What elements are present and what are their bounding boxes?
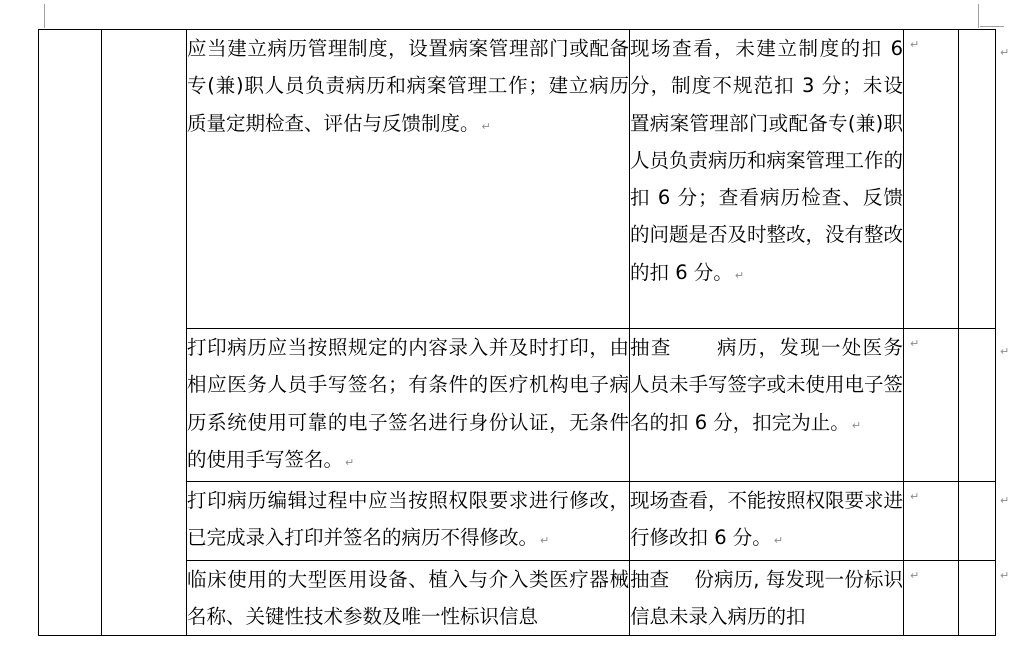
paragraph-mark-icon: ↵	[851, 418, 862, 432]
paragraph-mark-icon: ↵	[734, 268, 745, 282]
method-lead-text: 抽查	[630, 567, 670, 591]
requirement-cell	[187, 482, 630, 561]
paragraph-mark-icon: ↵	[481, 119, 491, 133]
score-cell	[904, 482, 959, 561]
requirement-text: 应当建立病历管理制度，设置病案管理部门或配备专(兼)职人员负责病历和病案管理工作；建立病历质量定期检查、评估与反馈制度。	[187, 37, 629, 135]
score-cell	[904, 329, 959, 482]
document-table	[38, 29, 996, 636]
method-text: 病历，发现一处医务人员未手写签字或未使用电子签名的扣 6 分，扣完为止。	[630, 336, 904, 434]
crop-mark-right-horizontal	[980, 26, 1004, 27]
remark-cell	[959, 560, 996, 636]
remark-cell	[959, 482, 996, 561]
paragraph-mark-icon: ↵	[910, 568, 920, 582]
requirement-cell	[187, 560, 630, 636]
table-row	[39, 30, 996, 329]
score-cell	[904, 30, 959, 329]
method-cell	[630, 30, 904, 329]
method-cell	[630, 560, 904, 636]
method-cell	[630, 482, 904, 561]
requirement-cell	[187, 329, 630, 482]
paragraph-mark-icon: ↵	[540, 534, 550, 548]
paragraph-mark-icon: ↵	[910, 490, 920, 504]
score-cell	[904, 560, 959, 636]
paragraph-mark-icon: ↵	[345, 455, 355, 469]
row-end-mark-icon: ↵	[1000, 46, 1010, 59]
requirement-text: 临床使用的大型医用设备、植入与介入类医疗器械名称、关键性技术参数及唯一性标识信息	[187, 567, 629, 629]
row-end-mark-icon: ↵	[1000, 345, 1010, 358]
paragraph-mark-icon: ↵	[910, 38, 920, 51]
method-lead-text: 抽查	[630, 336, 672, 359]
paragraph-mark-icon: ↵	[910, 337, 920, 350]
row-end-mark-icon: ↵	[1000, 569, 1010, 582]
subcategory-cell	[102, 30, 187, 636]
crop-mark-right-vertical	[978, 4, 979, 28]
method-text: 份病历, 每发现一份标识信息未录入病历的扣	[630, 567, 903, 629]
crop-mark-left-vertical	[44, 4, 45, 28]
method-text: 现场查看，不能按照权限要求进行修改扣 6 分。	[630, 489, 904, 550]
paragraph-mark-icon: ↵	[773, 534, 784, 548]
method-text: 现场查看，未建立制度的扣 6 分，制度不规范扣 3 分；未设置病案管理部门或配备专(兼)职人员负责病历和病案管理工作的扣 6 分；查看病历检查、反馈的问题是否及时整改，没有整改的扣 6 分。	[630, 37, 904, 284]
method-cell	[630, 329, 904, 482]
remark-cell	[959, 30, 996, 329]
requirement-text: 打印病历应当按照规定的内容录入并及时打印，由相应医务人员手写签名；有条件的医疗机构电子病历系统使用可靠的电子签名进行身份认证，无条件的使用手写签名。	[187, 336, 629, 471]
requirement-text: 打印病历编辑过程中应当按照权限要求进行修改，已完成录入打印并签名的病历不得修改。	[187, 489, 629, 550]
requirement-cell	[187, 30, 630, 329]
row-end-mark-icon: ↵	[1000, 494, 1010, 507]
remark-cell	[959, 329, 996, 482]
category-cell	[39, 30, 102, 636]
